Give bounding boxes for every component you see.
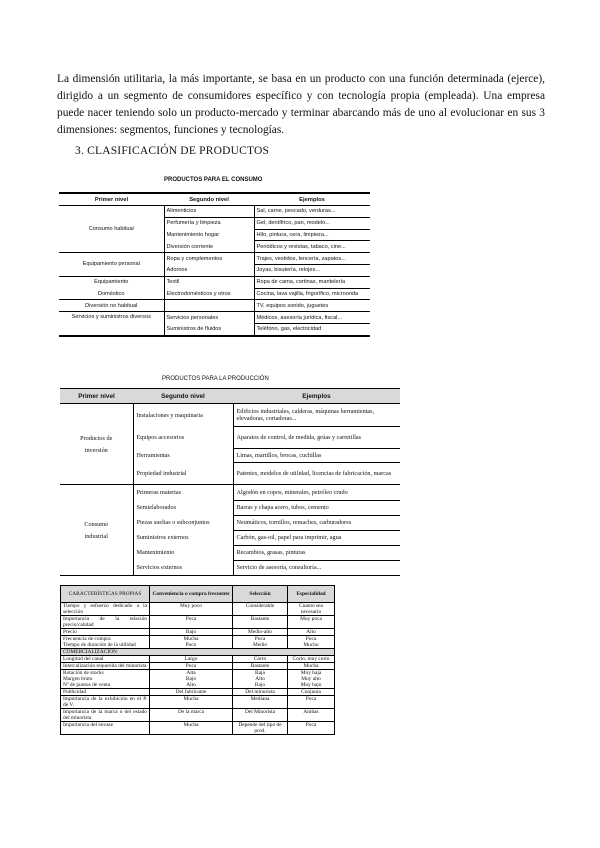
table-row [61,603,335,616]
example-cell: Sal, carne, pescado, verduras... [254,206,370,218]
second-level-cell: Piezas sueltas o subconjuntos [133,515,233,530]
first-level-line: industrial [84,532,108,540]
example-cell: Cocina, lava vajilla, frigorífico, microonda [254,288,370,300]
cell-line: Mucha [183,636,199,642]
caracteristicas-table [60,585,335,735]
table-row [60,485,400,501]
table-header-row [61,586,335,603]
table-row [59,276,370,288]
first-level-cell: Equipamiento personal [59,253,164,277]
row-label-line: Rotación de stocks [63,670,104,676]
table-cell: Del Minorista [233,709,288,722]
row-label-cell: Importancia de la relación precio/calidad [61,616,150,629]
second-level-cell: Ropa y complementos [164,253,254,265]
example-cell: Ropa de cama, cortinas, mantelería [254,276,370,288]
row-label-cell: Precio [61,629,150,636]
table-cell: Poca [288,722,335,735]
cell-line: Baja [255,670,265,676]
table-row [61,629,335,636]
column-header: Conveniencia o compra frecuente [150,586,233,603]
intro-paragraph: La dimensión utilitaria, la más importante, se basa en un producto con una función determinada (ejerce), dirigido a un segmento de consumidores específico y con tecnología propia (empleada). Una empresa puede nacer teniendo solo un producto-mercado y terminar abarcando más de uno al evolucionar en sus 3 dimensiones: segmentos, funciones y tecnologías. [57,73,545,136]
table-cell: Conjunta [288,689,335,696]
second-level-cell: Herramientas [133,448,233,462]
example-cell: Patentes, modelos de utilidad, licencias de fabricación, marcas [233,462,400,485]
first-level-cell [60,404,133,485]
table-cell: Del fabricante [150,689,233,696]
table-cell: Del minorista [233,689,288,696]
first-level-line: Consumo [84,520,109,528]
consumo-table-title: PRODUCTOS PARA EL CONSUMO [164,177,263,183]
example-cell: Teléfono, gas, electricidad [254,323,370,335]
row-label-line: Nº de puntos de venta [63,682,111,688]
example-cell: Carbón, gas-oil, papel para imprimir, agua [233,530,400,545]
example-cell: Gel, dentífrico, pan, modelo... [254,217,370,229]
second-level-cell: Electrodomésticos y otros [164,288,254,300]
column-header: Primer nivel [59,193,164,206]
example-cell: Servicio de asesoría, consultoría... [233,560,400,576]
column-header: Segundo nivel [133,389,233,404]
table-header-row [60,389,400,404]
table-row [61,636,335,649]
second-level-cell: Semielaborados [133,500,233,515]
cell-line: Poca [254,636,266,642]
table-cell: Alto [288,629,335,636]
cell-line: Bajo [254,682,266,688]
first-level-cell [60,485,133,576]
cell-line: Muy bajo [300,682,322,688]
table-cell [150,636,233,649]
first-level-line: inversión [84,446,108,454]
second-level-cell: Primeras materias [133,485,233,501]
first-level-cell: Consumo habitual [59,206,164,253]
second-level-cell: Servicios externos [133,560,233,576]
table-row [59,288,370,300]
table-cell [288,636,335,649]
table-cell: Muy poca [288,616,335,629]
table-row [61,689,335,696]
column-header: CARACTERÍSTICAS PROPIAS [61,586,150,603]
table-row [60,404,400,427]
section-label: COMERCIALIZACIÓN [61,649,335,656]
example-cell: Algodón en copos, minerales, petróleo crudo [233,485,400,501]
row-label-cell: Intercalización requerida del minorista [61,663,150,670]
section-heading: 3. CLASIFICACIÓN DE PRODUCTOS [75,145,270,157]
column-header: Segundo nivel [164,193,254,206]
produccion-table-title: PRODUCTOS PARA LA PRODUCCIÓN [162,376,269,382]
second-level-cell: Mantenimiento hogar [164,229,254,241]
table-row [59,206,370,218]
example-cell: Médicos, asesoría jurídica, fiscal... [254,312,370,324]
table-cell: Bajo [150,629,233,636]
example-cell: Trajes, vestidos, lencería, zapatos... [254,253,370,265]
table-cell: Cuanto sea necesario [288,603,335,616]
second-level-cell: Propiedad industrial [133,462,233,485]
table-cell: Corto [233,656,288,663]
cell-line: Bajo [185,676,197,682]
row-label-cell: Importancia del envase [61,722,150,735]
example-cell: Edificios industriales, calderas, máquinas herramientas, elevadoras, cortadoras... [233,404,400,427]
table-cell: Largo [150,656,233,663]
table-cell: De la marca [150,709,233,722]
row-label-line: Tiempo de duración de la utilidad [63,642,136,648]
first-level-cell: Doméstico [59,288,164,300]
table-cell [150,670,233,689]
example-cell: TV, equipos sonido, juguetes [254,300,370,312]
cell-line: Medio [252,642,268,648]
cell-line: Poca [305,636,317,642]
example-cell: Aparatos de control, de medida, grúas y carretillas [233,426,400,448]
row-label-cell: Longitud del canal [61,656,150,663]
second-level-cell: Instalaciones y maquinaria [133,404,233,427]
example-cell: Neumáticos, tornillos, remaches, carburadores [233,515,400,530]
cell-line: Mucho [303,642,319,648]
column-header: Especialidad [288,586,335,603]
table-cell: Muy poco [150,603,233,616]
example-cell: Limas, martillos, brocas, cuchillas [233,448,400,462]
cell-line: Muy baja [300,670,322,676]
table-row [61,709,335,722]
row-label-cell: Importancia de la exhibición en el P. de V. [61,696,150,709]
row-label-cell: Importancia de la marca o del estado del minorista [61,709,150,722]
table-cell: Corto, muy corto [288,656,335,663]
table-row [61,656,335,663]
first-level-cell: Equipamiento [59,276,164,288]
first-level-cell: Diversión no habitual [59,300,164,312]
example-cell: Barras y chapa acero, tubos, cemento [233,500,400,515]
table-cell: Bastante [233,616,288,629]
second-level-cell: Mantenimiento [133,545,233,560]
second-level-cell: Diversión corriente [164,241,254,253]
table-cell: Poca [150,616,233,629]
table-row [61,616,335,629]
example-cell: Hilo, pintura, cera, limpieza... [254,229,370,241]
cell-line: Alta [186,670,196,676]
table-cell: Mucha [150,722,233,735]
table-cell: Considerable [233,603,288,616]
table-row [61,696,335,709]
table-row [59,312,370,324]
table-row [59,300,370,312]
first-level-cell: Servicios y suministros diversos [59,312,164,336]
second-level-cell: Alimenticios [164,206,254,218]
table-cell: Ambas [288,709,335,722]
row-label-cell: Tiempo y esfuerzo dedicado a la selección [61,603,150,616]
table-cell [288,670,335,689]
row-label-cell [61,670,150,689]
example-cell: Joyas, bisutería, relojes... [254,264,370,276]
cell-line: Poco [185,642,197,648]
table-cell [233,670,288,689]
table-row [59,253,370,265]
consumo-table [59,192,370,337]
column-header: Primer nivel [60,389,133,404]
first-level-line: Productos de [80,434,113,442]
column-header: Ejemplos [254,193,370,206]
cell-line: Alto [255,676,265,682]
table-cell: Mucha [288,663,335,670]
table-cell: Mucha [150,696,233,709]
row-label-cell: Publicidad [61,689,150,696]
table-cell: Poca [288,696,335,709]
cell-line: Muy alto [301,676,321,682]
table-cell [233,636,288,649]
section-row [61,649,335,656]
table-cell: Medio-alto [233,629,288,636]
row-label-line: Frecuencia de compra [63,636,111,642]
table-row [61,663,335,670]
row-label-line: Margen bruto [63,676,93,682]
second-level-cell: Servicios personales [164,312,254,324]
second-level-cell: Suministros externos [133,530,233,545]
cell-line: Alto [186,682,196,688]
example-cell: Recambios, grasas, pinturas [233,545,400,560]
column-header: Ejemplos [233,389,400,404]
example-cell: Periódicos y revistas, tabaco, cine... [254,241,370,253]
second-level-cell: Adornos [164,264,254,276]
column-header: Selección [233,586,288,603]
table-cell: Poca [150,663,233,670]
table-cell: Mediana [233,696,288,709]
second-level-cell: Perfumería y limpieza [164,217,254,229]
table-row [61,722,335,735]
table-cell: Bastante [233,663,288,670]
table-cell: Depende del tipo de prod. [233,722,288,735]
second-level-cell: Equipos accesorios [133,426,233,448]
second-level-cell [164,300,254,312]
table-header-row [59,193,370,206]
table-row [61,670,335,689]
second-level-cell: Suministros de fluidos [164,323,254,335]
second-level-cell: Textil [164,276,254,288]
row-label-cell [61,636,150,649]
produccion-table [60,388,400,576]
